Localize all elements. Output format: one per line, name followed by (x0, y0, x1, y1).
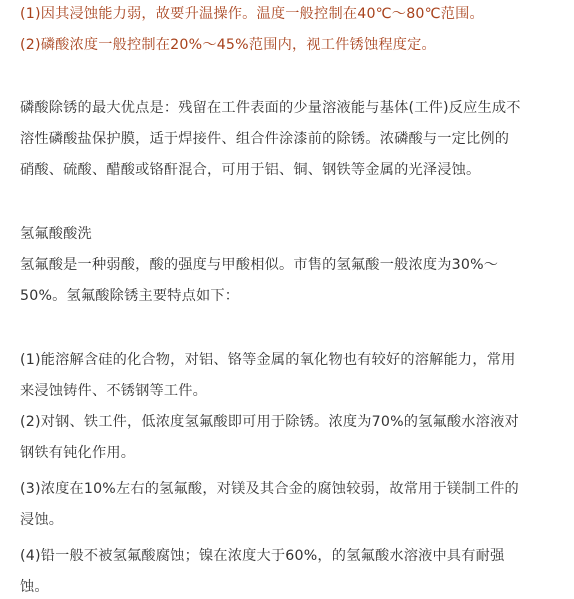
phosphoric-paragraph-line-3: 硝酸、硫酸、醋酸或铬酐混合，可用于铝、铜、钢铁等金属的光泽浸蚀。 (20, 162, 481, 178)
section-heading-hf: 氢氟酸酸洗 (20, 226, 92, 242)
hf-intro-line-1: 氢氟酸是一种弱酸，酸的强度与甲酸相似。市售的氢氟酸一般浓度为30%～ (20, 257, 499, 273)
hf-point-line-7: (4)铅一般不被氢氟酸腐蚀；镍在浓度大于60%，的氢氟酸水溶液中具有耐强 (20, 548, 505, 564)
phosphoric-paragraph-line-2: 溶性磷酸盐保护膜，适于焊接件、组合件涂漆前的除锈。浓磷酸与一定比例的 (20, 131, 510, 147)
hf-point-line-4: 钢铁有钝化作用。 (20, 445, 136, 461)
phosphoric-list-item-1: (1)因其浸蚀能力弱，故要升温操作。温度一般控制在40℃～80℃范围。 (20, 6, 484, 22)
phosphoric-paragraph-line-1: 磷酸除锈的最大优点是：残留在工件表面的少量溶液能与基体(工件)反应生成不 (20, 100, 521, 116)
hf-point-line-8: 蚀。 (20, 579, 49, 595)
hf-point-line-2: 来浸蚀铸件、不锈钢等工件。 (20, 383, 208, 399)
hf-point-line-3: (2)对钢、铁工件，低浓度氢氟酸即可用于除锈。浓度为70%的氢氟酸水溶液对 (20, 414, 519, 430)
phosphoric-list-item-2: (2)磷酸浓度一般控制在20%～45%范围内，视工件锈蚀程度定。 (20, 37, 436, 53)
hf-point-line-5: (3)浓度在10%左右的氢氟酸，对镁及其合金的腐蚀较弱，故常用于镁制工件的 (20, 481, 519, 497)
hf-point-line-1: (1)能溶解含硅的化合物，对铝、铬等金属的氧化物也有较好的溶解能力，常用 (20, 352, 516, 368)
hf-point-line-6: 浸蚀。 (20, 512, 64, 528)
hf-intro-line-2: 50%。氢氟酸除锈主要特点如下： (20, 288, 240, 304)
